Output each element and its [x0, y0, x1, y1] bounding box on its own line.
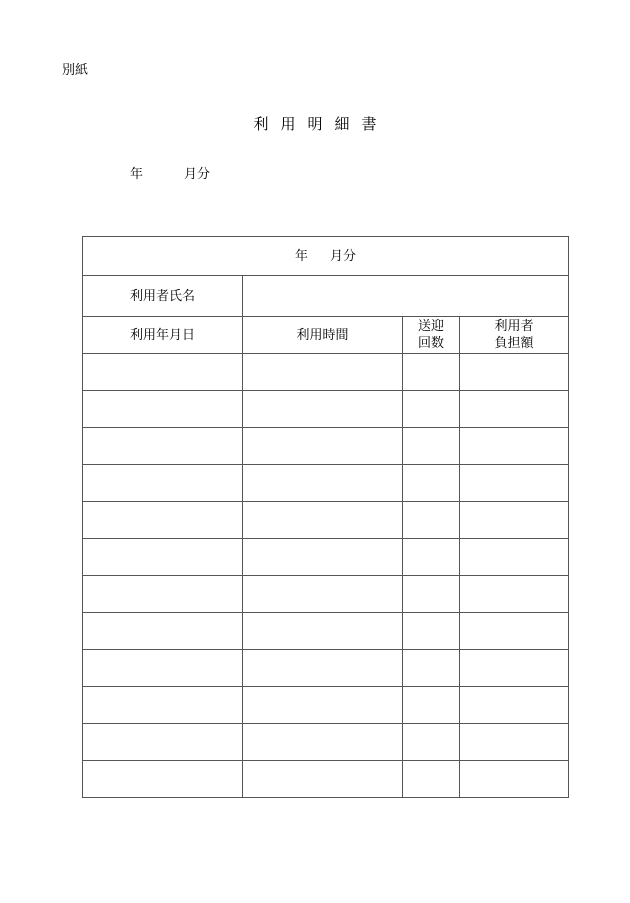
transport-count-cell[interactable]	[403, 687, 460, 724]
usage-date-cell[interactable]	[83, 502, 243, 539]
table-row	[83, 502, 569, 539]
table-row	[83, 428, 569, 465]
usage-date-cell[interactable]	[83, 576, 243, 613]
transport-count-cell[interactable]	[403, 391, 460, 428]
user-charge-cell[interactable]	[460, 354, 569, 391]
user-charge-cell[interactable]	[460, 613, 569, 650]
usage-time-cell[interactable]	[243, 354, 403, 391]
table-row	[83, 613, 569, 650]
user-charge-cell[interactable]	[460, 650, 569, 687]
transport-count-cell[interactable]	[403, 576, 460, 613]
table-row	[83, 576, 569, 613]
col-header-transport-count: 送迎 回数	[403, 317, 460, 354]
month-header-row	[83, 237, 569, 276]
user-charge-cell[interactable]	[460, 761, 569, 798]
user-charge-cell[interactable]	[460, 724, 569, 761]
usage-time-cell[interactable]	[243, 724, 403, 761]
usage-date-cell[interactable]	[83, 761, 243, 798]
col-header-usage-date: 利用年月日	[83, 317, 243, 354]
user-charge-cell[interactable]	[460, 391, 569, 428]
col-header-usage-time: 利用時間	[243, 317, 403, 354]
usage-date-cell[interactable]	[83, 428, 243, 465]
user-charge-cell[interactable]	[460, 465, 569, 502]
transport-count-cell[interactable]	[403, 761, 460, 798]
transport-count-cell[interactable]	[403, 613, 460, 650]
usage-date-cell[interactable]	[83, 391, 243, 428]
month-header-cell	[83, 237, 569, 276]
user-name-label: 利用者氏名	[83, 276, 243, 317]
period-month-label: 月分	[184, 167, 211, 182]
usage-time-cell[interactable]	[243, 539, 403, 576]
transport-count-cell[interactable]	[403, 724, 460, 761]
user-charge-cell[interactable]	[460, 576, 569, 613]
usage-time-cell[interactable]	[243, 465, 403, 502]
usage-time-cell[interactable]	[243, 650, 403, 687]
usage-statement-table	[82, 236, 569, 798]
col-header-user-charge: 利用者 負担額	[460, 317, 569, 354]
user-charge-cell[interactable]	[460, 428, 569, 465]
table-row	[83, 539, 569, 576]
usage-time-cell[interactable]	[243, 761, 403, 798]
usage-date-cell[interactable]	[83, 613, 243, 650]
table-row	[83, 354, 569, 391]
transport-count-cell[interactable]	[403, 539, 460, 576]
usage-time-cell[interactable]	[243, 428, 403, 465]
user-name-row	[83, 276, 569, 317]
transport-count-cell[interactable]	[403, 465, 460, 502]
user-charge-cell[interactable]	[460, 687, 569, 724]
usage-time-cell[interactable]	[243, 687, 403, 724]
transport-count-cell[interactable]	[403, 354, 460, 391]
usage-date-cell[interactable]	[83, 465, 243, 502]
transport-count-cell[interactable]	[403, 650, 460, 687]
user-name-field[interactable]	[243, 276, 569, 317]
usage-time-cell[interactable]	[243, 613, 403, 650]
user-charge-cell[interactable]	[460, 539, 569, 576]
document-title: 利用明細書	[253, 115, 389, 133]
transport-count-cell[interactable]	[403, 428, 460, 465]
usage-time-cell[interactable]	[243, 576, 403, 613]
usage-time-cell[interactable]	[243, 391, 403, 428]
table-row	[83, 465, 569, 502]
usage-date-cell[interactable]	[83, 687, 243, 724]
table-row	[83, 391, 569, 428]
table-month-label: 月分	[330, 248, 357, 264]
table-row	[83, 687, 569, 724]
usage-date-cell[interactable]	[83, 724, 243, 761]
column-header-row	[83, 317, 569, 354]
table-year-label: 年	[295, 248, 309, 264]
usage-date-cell[interactable]	[83, 354, 243, 391]
period-year-label: 年	[130, 167, 144, 182]
table-row	[83, 761, 569, 798]
usage-date-cell[interactable]	[83, 539, 243, 576]
user-charge-cell[interactable]	[460, 502, 569, 539]
transport-count-cell[interactable]	[403, 502, 460, 539]
annex-label: 別紙	[62, 63, 89, 78]
table-row	[83, 724, 569, 761]
usage-date-cell[interactable]	[83, 650, 243, 687]
table-row	[83, 650, 569, 687]
usage-time-cell[interactable]	[243, 502, 403, 539]
